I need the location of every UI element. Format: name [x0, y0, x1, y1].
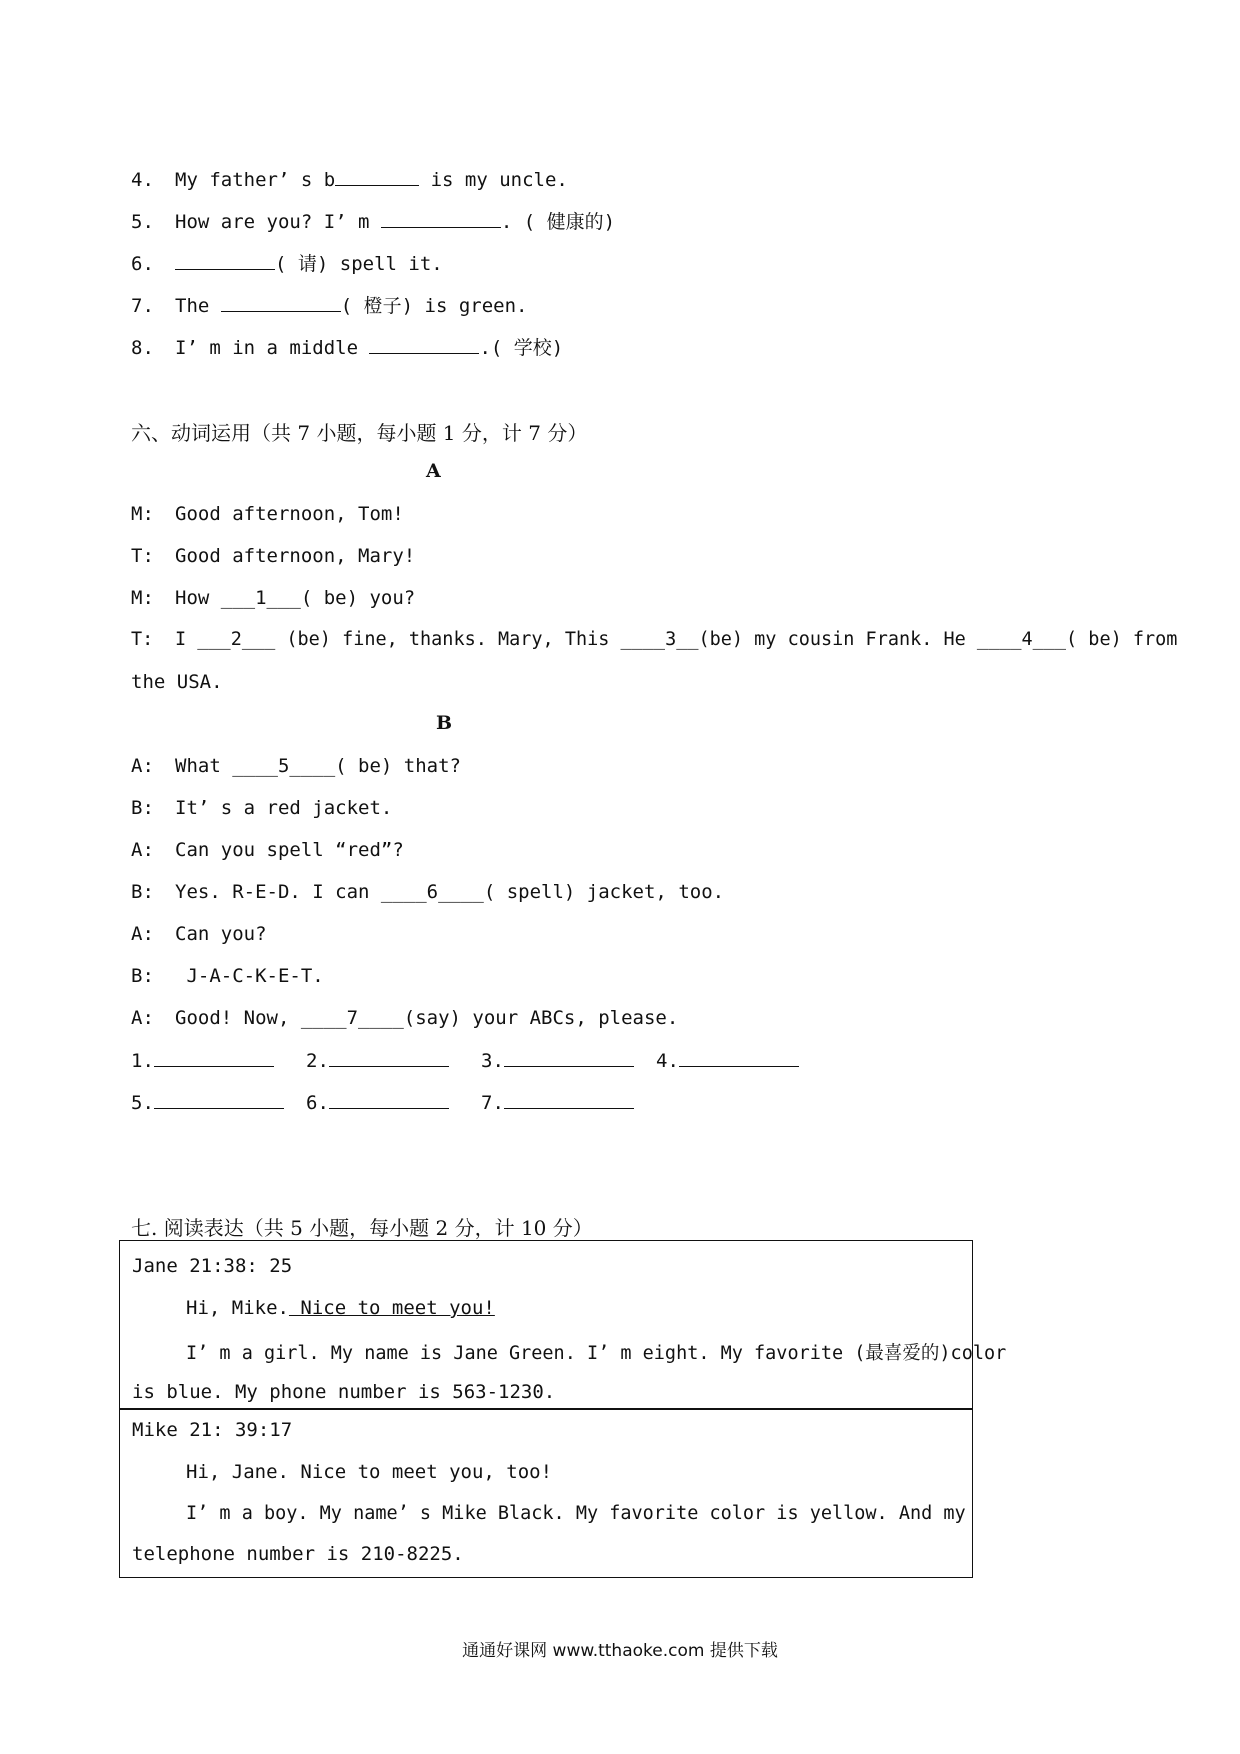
- answer-blank[interactable]: [369, 335, 479, 354]
- dialogue-line: M: How ___1___( be) you?: [131, 587, 416, 609]
- item-7: 7. The ( 橙子) is green.: [131, 295, 528, 317]
- mike-message-box: [119, 1408, 973, 1578]
- dialogue-continuation: the USA.: [131, 671, 223, 693]
- part-b-label: B: [436, 712, 453, 734]
- jane-header: Jane 21:38: 25: [132, 1255, 293, 1277]
- answer-slot-6: 6.: [306, 1090, 449, 1114]
- dialogue-line: B: Yes. R-E-D. I can ____6____( spell) jacket, too.: [131, 881, 725, 903]
- dialogue-line: A: Good! Now, ____7____(say) your ABCs, please.: [131, 1007, 679, 1029]
- dialogue-line: B: It’ s a red jacket.: [131, 797, 393, 819]
- dialogue-line: A: Can you spell “red”?: [131, 839, 404, 861]
- dialogue-line: T: I ___2___ (be) fine, thanks. Mary, This ____3__(be) my cousin Frank. He ____4___( be) from: [131, 629, 1178, 650]
- answer-slot-3: 3.: [481, 1048, 634, 1072]
- item-5: 5. How are you? I’ m . ( 健康的): [131, 211, 616, 233]
- item-4: 4. My father’ s b is my uncle.: [131, 169, 568, 191]
- mike-header: Mike 21: 39:17: [132, 1419, 293, 1441]
- jane-body-line2: is blue. My phone number is 563-1230.: [132, 1381, 556, 1403]
- dialogue-line: M: Good afternoon, Tom!: [131, 503, 404, 525]
- answer-slot-4: 4.: [656, 1048, 799, 1072]
- mike-greeting: Hi, Jane. Nice to meet you, too!: [186, 1461, 553, 1483]
- answer-blank[interactable]: [679, 1048, 799, 1067]
- dialogue-line: A: Can you?: [131, 923, 267, 945]
- answer-slot-7: 7.: [481, 1090, 634, 1114]
- answer-slot-5: 5.: [131, 1090, 284, 1114]
- item-8: 8. I’ m in a middle .( 学校): [131, 337, 564, 359]
- answer-blank[interactable]: [329, 1090, 449, 1109]
- dialogue-line: B: J-A-C-K-E-T.: [131, 965, 324, 987]
- dialogue-line: A: What ____5____( be) that?: [131, 755, 461, 777]
- answer-blank[interactable]: [329, 1048, 449, 1067]
- answer-slot-1: 1.: [131, 1048, 274, 1072]
- answer-blank[interactable]: [335, 167, 419, 186]
- page-footer: 通通好课网 www.tthaoke.com 提供下载: [462, 1641, 778, 1661]
- mike-body-line2: telephone number is 210-8225.: [132, 1543, 464, 1565]
- section7-title: 七. 阅读表达（共 5 小题，每小题 2 分，计 10 分）: [131, 1216, 593, 1240]
- jane-body-line1: I’ m a girl. My name is Jane Green. I’ m eight. My favorite (最喜爱的)color: [186, 1343, 1007, 1364]
- answer-blank[interactable]: [154, 1090, 284, 1109]
- answer-slot-2: 2.: [306, 1048, 449, 1072]
- section6-title: 六、动词运用（共 7 小题，每小题 1 分，计 7 分）: [131, 421, 588, 445]
- jane-message-box: [119, 1240, 1007, 1410]
- answer-blank[interactable]: [381, 209, 501, 228]
- item-6: 6. ( 请) spell it.: [131, 253, 443, 275]
- answer-blank[interactable]: [154, 1048, 274, 1067]
- mike-body-line1: I’ m a boy. My name’ s Mike Black. My favorite color is yellow. And my: [186, 1503, 966, 1524]
- part-a-label: A: [426, 460, 441, 482]
- answer-blank[interactable]: [504, 1090, 634, 1109]
- jane-greeting: Hi, Mike. Nice to meet you!: [186, 1297, 495, 1319]
- answer-blank[interactable]: [504, 1048, 634, 1067]
- dialogue-line: T: Good afternoon, Mary!: [131, 545, 416, 567]
- answer-blank[interactable]: [221, 293, 341, 312]
- answer-blank[interactable]: [175, 251, 275, 270]
